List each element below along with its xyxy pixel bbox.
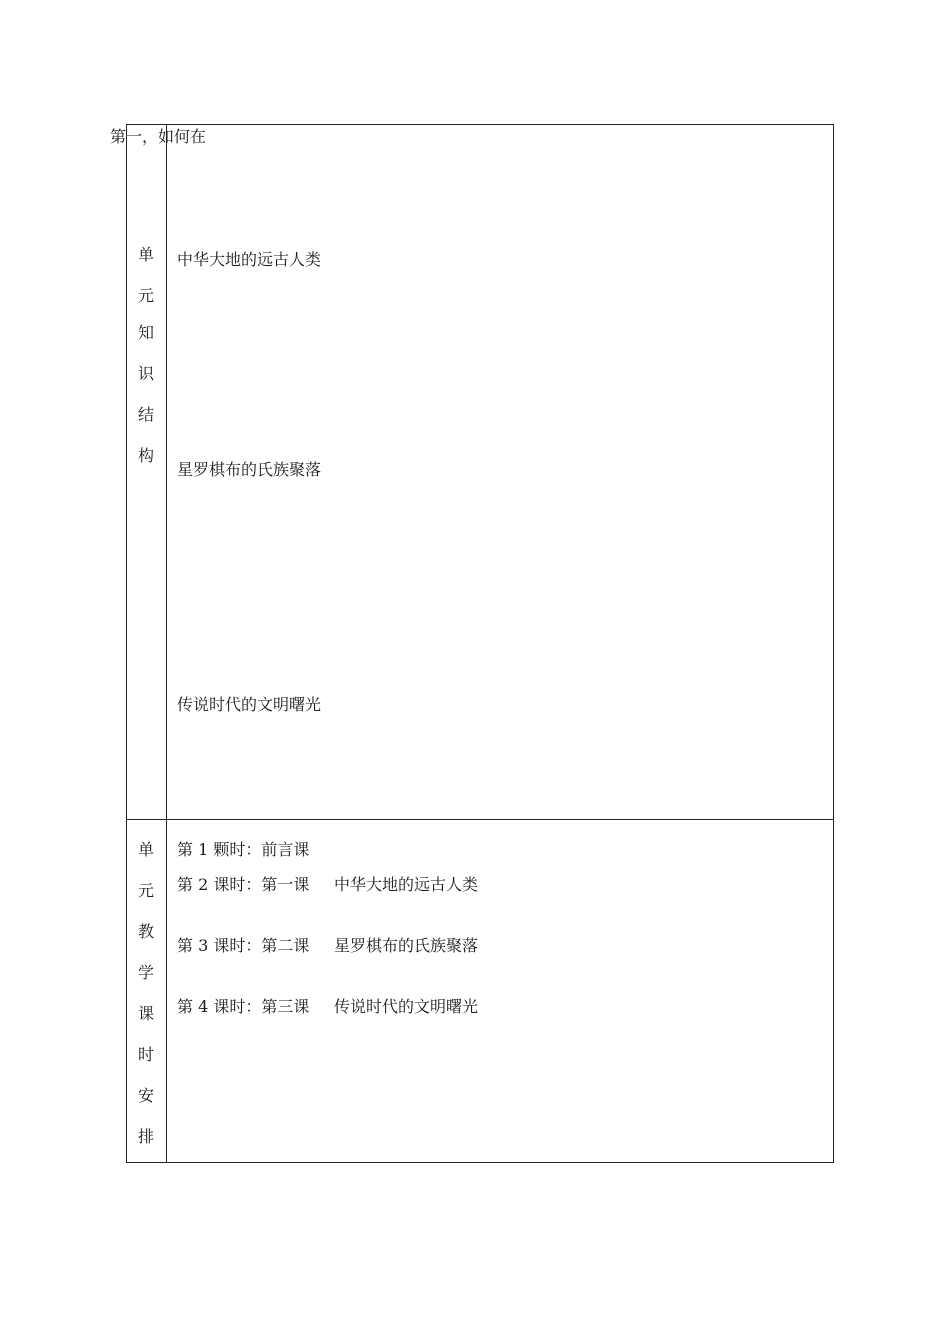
schedule-label-char: 学: [137, 963, 154, 982]
lesson-title: 传说时代的文明曙光: [334, 997, 479, 1016]
schedule-label-char: 安: [137, 1086, 154, 1105]
lesson-period: 第 4 课时：第三课: [177, 997, 310, 1016]
schedule-label-char: 排: [137, 1127, 154, 1146]
structure-label-char: 构: [137, 446, 154, 465]
structure-label-char: 单: [137, 245, 154, 264]
lesson-period: 第 3 课时：第二课: [177, 936, 310, 955]
structure-label-char: 知: [137, 323, 154, 342]
structure-label-char: 元: [137, 286, 154, 305]
structure-item: 星罗棋布的氏族聚落: [177, 460, 322, 479]
schedule-label-char: 教: [137, 922, 154, 941]
structure-label-char: 识: [137, 364, 154, 383]
lesson-title: 星罗棋布的氏族聚落: [334, 936, 479, 955]
structure-label-char: 结: [137, 405, 154, 424]
schedule-label-char: 课: [137, 1004, 154, 1023]
column-divider: [166, 124, 167, 1163]
lesson-title: 中华大地的远古人类: [334, 875, 479, 894]
schedule-label-char: 时: [137, 1045, 154, 1064]
schedule-label-char: 单: [137, 840, 154, 859]
lesson-period: 第 1 颗时：前言课: [177, 840, 310, 859]
lesson-period: 第 2 课时：第一课: [177, 875, 310, 894]
page-heading: 第一，如何在: [110, 127, 207, 146]
schedule-label-char: 元: [137, 881, 154, 900]
structure-item: 中华大地的远古人类: [177, 250, 322, 269]
structure-item: 传说时代的文明曙光: [177, 695, 322, 714]
row-divider: [126, 819, 834, 820]
